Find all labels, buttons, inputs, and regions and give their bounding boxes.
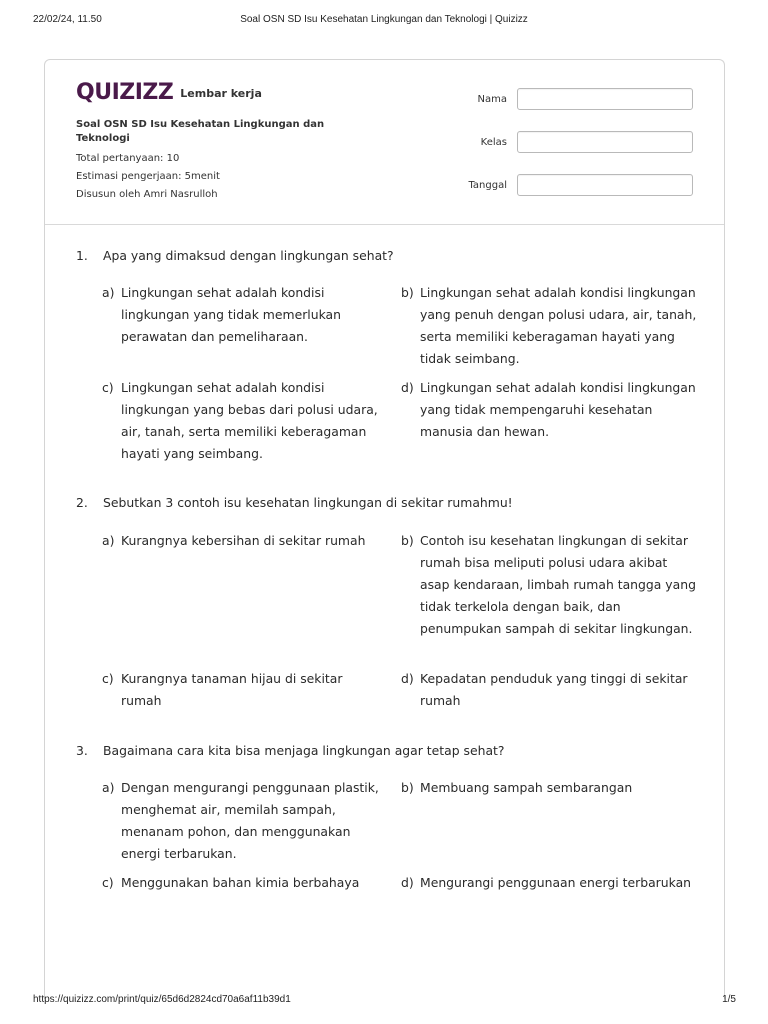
question-number: 3.: [76, 743, 88, 758]
option-b: [401, 282, 698, 370]
option-key: a): [102, 533, 115, 548]
date-input[interactable]: [517, 174, 693, 196]
question-header: [76, 741, 663, 761]
option-text: Lingkungan sehat adalah kondisi lingkungan yang tidak mempengaruhi kesehatan manusia dan hewan.: [420, 380, 696, 439]
worksheet: [44, 59, 725, 999]
option-text: Contoh isu kesehatan lingkungan di sekitar rumah bisa meliputi polusi udara akibat asap kendaraan, limbah rumah tangga yang tidak terkelola dengan baik, dan penumpukan sampah di sekitar lingkungan.: [420, 533, 696, 636]
option-text: Kurangnya tanaman hijau di sekitar rumah: [121, 671, 343, 708]
option-a: [102, 777, 383, 865]
option-c: [102, 668, 383, 712]
option-key: b): [401, 533, 414, 548]
question-number: 1.: [76, 248, 88, 263]
print-url: https://quizizz.com/print/quiz/65d6d2824cd70a6af11b39d1: [33, 994, 291, 1005]
question-number: 2.: [76, 495, 88, 510]
option-text: Mengurangi penggunaan energi terbarukan: [420, 875, 692, 890]
option-key: c): [102, 380, 114, 395]
option-key: b): [401, 285, 414, 300]
option-d: [401, 377, 698, 443]
print-header: [0, 14, 768, 30]
question-text: Bagaimana cara kita bisa menjaga lingkungan agar tetap sehat?: [103, 743, 505, 758]
name-label: Nama: [477, 93, 507, 105]
option-key: c): [102, 671, 114, 686]
quizizz-logo: QUIZIZZ: [76, 80, 174, 105]
option-key: d): [401, 380, 414, 395]
question-header: [76, 246, 663, 266]
option-text: Lingkungan sehat adalah kondisi lingkungan yang penuh dengan polusi udara, air, tanah, serta memiliki keberagaman hayati yang tidak seimbang.: [420, 285, 697, 366]
option-d: [401, 668, 698, 712]
option-b: [401, 530, 698, 640]
date-label: Tanggal: [468, 179, 507, 191]
worksheet-label: Lembar kerja: [180, 86, 262, 100]
class-input[interactable]: [517, 131, 693, 153]
option-a: [102, 530, 383, 552]
question-header: [76, 493, 663, 513]
option-text: Dengan mengurangi penggunaan plastik, menghemat air, memilah sampah, menanam pohon, dan menggunakan energi terbarukan.: [121, 780, 379, 861]
date-field-row: [447, 174, 693, 196]
print-footer: [0, 994, 768, 1010]
option-d: [401, 872, 698, 894]
option-text: Kepadatan penduduk yang tinggi di sekitar rumah: [420, 671, 688, 708]
option-text: Lingkungan sehat adalah kondisi lingkungan yang bebas dari polusi udara, air, tanah, serta memiliki keberagaman hayati yang seimbang.: [121, 380, 378, 461]
option-text: Kurangnya kebersihan di sekitar rumah: [121, 533, 366, 548]
print-datetime: 22/02/24, 11.50: [33, 14, 102, 25]
option-key: b): [401, 780, 414, 795]
option-key: d): [401, 875, 414, 890]
option-key: d): [401, 671, 414, 686]
question-text: Apa yang dimaksud dengan lingkungan sehat?: [103, 248, 394, 263]
total-questions: Total pertanyaan: 10: [76, 153, 180, 164]
print-page-number: 1/5: [722, 994, 736, 1005]
option-text: Lingkungan sehat adalah kondisi lingkungan yang tidak memerlukan perawatan dan pemeliharaan.: [121, 285, 341, 344]
option-key: a): [102, 780, 115, 795]
worksheet-header: [45, 60, 724, 225]
quiz-meta: [76, 118, 326, 204]
estimated-time: Estimasi pengerjaan: 5menit: [76, 171, 220, 182]
class-label: Kelas: [480, 136, 507, 148]
name-field-row: [447, 88, 693, 110]
option-c: [102, 377, 383, 465]
option-text: Menggunakan bahan kimia berbahaya: [121, 875, 360, 890]
quiz-author: Disusun oleh Amri Nasrulloh: [76, 189, 218, 200]
option-key: c): [102, 875, 114, 890]
option-c: [102, 872, 383, 894]
brand-row: [76, 80, 262, 106]
question-text: Sebutkan 3 contoh isu kesehatan lingkungan di sekitar rumahmu!: [103, 495, 513, 510]
option-text: Membuang sampah sembarangan: [420, 780, 633, 795]
option-b: [401, 777, 698, 799]
option-key: a): [102, 285, 115, 300]
print-page-title: Soal OSN SD Isu Kesehatan Lingkungan dan Teknologi | Quizizz: [240, 14, 528, 25]
option-a: [102, 282, 383, 348]
class-field-row: [447, 131, 693, 153]
name-input[interactable]: [517, 88, 693, 110]
quiz-title: Soal OSN SD Isu Kesehatan Lingkungan dan Teknologi: [76, 119, 325, 144]
